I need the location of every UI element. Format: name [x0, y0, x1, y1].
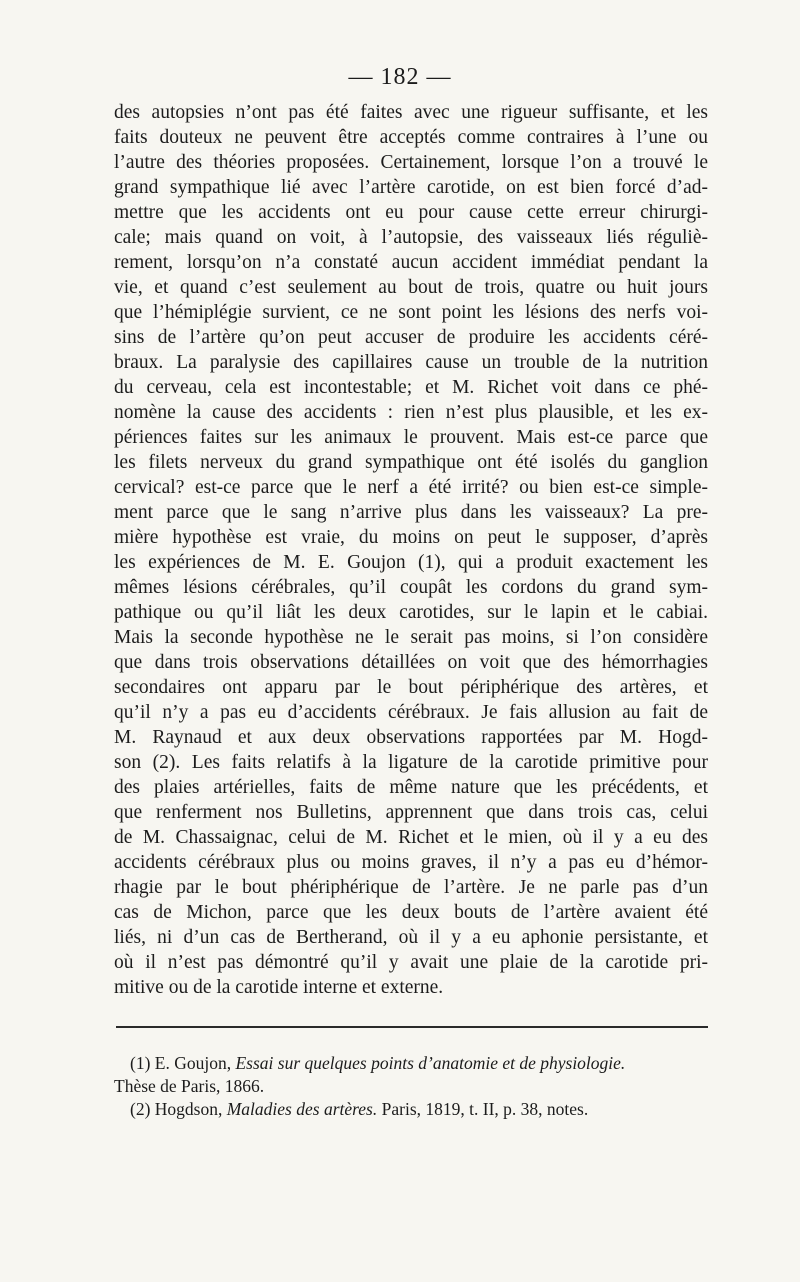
text-line: qu’il n’y a pas eu d’accidents cérébraux. Je fais allusion au fait de: [114, 702, 708, 723]
text-line: des autopsies n’ont pas été faites avec une rigueur suffisante, et les: [114, 102, 708, 123]
text-line: nomène la cause des accidents : rien n’est plus plausible, et les ex-: [114, 402, 708, 423]
text-line: liés, ni d’un cas de Bertherand, où il y a eu aphonie persistante, et: [114, 927, 708, 948]
text-line: mêmes lésions cérébrales, qu’il coupât les cordons du grand sym-: [114, 577, 708, 598]
text-line: de M. Chassaignac, celui de M. Richet et le mien, où il y a eu des: [114, 827, 708, 848]
text-line: secondaires ont apparu par le bout périphérique des artères, et: [114, 677, 708, 698]
footnote-1-title: Essai sur quelques points d’anatomie et de physiologie.: [235, 1053, 626, 1073]
footnote-rule: [116, 1026, 708, 1028]
text-line: vie, et quand c’est seulement au bout de trois, quatre ou huit jours: [114, 277, 708, 298]
text-line: cas de Michon, parce que les deux bouts de l’artère avaient été: [114, 902, 708, 923]
text-line: rement, lorsqu’on n’a constaté aucun accident immédiat pendant la: [114, 252, 708, 273]
footnotes: [114, 1052, 708, 1121]
footnote-2-ref: (2) Hogdson,: [130, 1099, 227, 1119]
text-line: que l’hémiplégie survient, ce ne sont point les lésions des nerfs voi-: [114, 302, 708, 323]
footnote-2-rest: Paris, 1819, t. II, p. 38, notes.: [377, 1099, 589, 1119]
text-line: son (2). Les faits relatifs à la ligature de la carotide primitive pour: [114, 752, 708, 773]
text-line: l’autre des théories proposées. Certainement, lorsque l’on a trouvé le: [114, 152, 708, 173]
text-line: sins de l’artère qu’on peut accuser de produire les accidents céré-: [114, 327, 708, 348]
footnote-2-title: Maladies des artères.: [226, 1099, 378, 1119]
text-line: mettre que les accidents ont eu pour cause cette erreur chirurgi-: [114, 202, 708, 223]
text-line: où il n’est pas démontré qu’il y avait une plaie de la carotide pri-: [114, 952, 708, 973]
text-line: faits douteux ne peuvent être acceptés comme contraires à l’une ou: [114, 127, 708, 148]
text-line: mière hypothèse est vraie, du moins on peut le supposer, d’après: [114, 527, 708, 548]
text-line: des plaies artérielles, faits de même nature que les précédents, et: [114, 777, 708, 798]
text-line: rhagie par le bout phériphérique de l’artère. Je ne parle pas d’un: [114, 877, 708, 898]
text-line: que renferment nos Bulletins, apprennent que dans trois cas, celui: [114, 802, 708, 823]
text-line: mitive ou de la carotide interne et externe.: [114, 977, 444, 998]
text-line: Mais la seconde hypothèse ne le serait pas moins, si l’on considère: [114, 627, 708, 648]
footnote-2: [114, 1098, 708, 1121]
text-line: que dans trois observations détaillées on voit que des hémorrhagies: [114, 652, 708, 673]
footnote-1-continuation: Thèse de Paris, 1866.: [114, 1076, 265, 1096]
body-text: [114, 100, 708, 1000]
text-line: accidents cérébraux plus ou moins graves, il n’y a pas eu d’hémor-: [114, 852, 708, 873]
text-line: grand sympathique lié avec l’artère carotide, on est bien forcé d’ad-: [114, 177, 708, 198]
footnote-1: [114, 1052, 708, 1075]
text-line: cervical? est-ce parce que le nerf a été irrité? ou bien est-ce simple-: [114, 477, 708, 498]
text-line: M. Raynaud et aux deux observations rapportées par M. Hogd-: [114, 727, 708, 748]
text-line: les expériences de M. E. Goujon (1), qui a produit exactement les: [114, 552, 708, 573]
page-number: — 182 —: [348, 64, 452, 90]
footnote-1-ref: (1) E. Goujon,: [130, 1053, 236, 1073]
text-line: périences faites sur les animaux le prouvent. Mais est-ce parce que: [114, 427, 708, 448]
text-line: les filets nerveux du grand sympathique ont été isolés du ganglion: [114, 452, 708, 473]
text-line: ment parce que le sang n’arrive plus dans les vaisseaux? La pre-: [114, 502, 708, 523]
text-line: du cerveau, cela est incontestable; et M. Richet voit dans ce phé-: [114, 377, 708, 398]
text-line: cale; mais quand on voit, à l’autopsie, des vaisseaux liés réguliè-: [114, 227, 708, 248]
text-line: braux. La paralysie des capillaires cause un trouble de la nutrition: [114, 352, 708, 373]
text-line: pathique ou qu’il liât les deux carotides, sur le lapin et le cabiai.: [114, 602, 708, 623]
